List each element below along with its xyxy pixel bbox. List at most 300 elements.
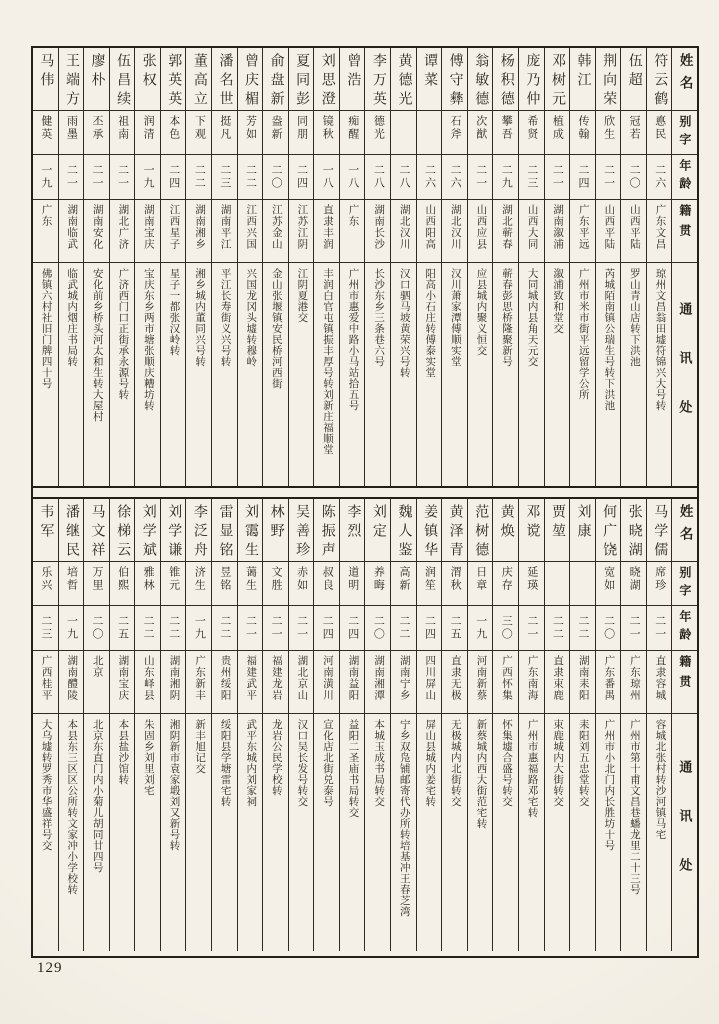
address-text: 金山张堰镇安民桥河西街 (270, 268, 282, 389)
name-cell (186, 48, 211, 110)
age-cell (468, 154, 493, 199)
alias-cell (340, 110, 365, 154)
name-text: 魏人鉴 (396, 504, 412, 561)
name-cell (365, 499, 390, 561)
person-column (58, 499, 84, 951)
alias-cell (442, 561, 467, 605)
origin-cell (365, 199, 390, 262)
age-cell (647, 154, 672, 199)
age-cell (365, 605, 390, 650)
person-column (595, 48, 621, 486)
age-cell (59, 605, 84, 650)
age-text: 一九 (142, 164, 155, 190)
age-cell (417, 605, 442, 650)
name-text: 庞乃仲 (524, 53, 540, 110)
alias-cell (238, 561, 263, 605)
person-column (339, 499, 365, 951)
address-cell (519, 713, 544, 951)
person-column (262, 499, 288, 951)
origin-cell (238, 650, 263, 713)
header-origin-label: 籍贯 (677, 204, 692, 244)
person-column (109, 499, 135, 951)
header-age-cell (672, 605, 697, 650)
age-text: 二三 (39, 615, 52, 641)
origin-cell (519, 199, 544, 262)
person-column (390, 499, 416, 951)
person-column (441, 499, 467, 951)
alias-text: 同朋 (295, 115, 308, 141)
name-cell (238, 48, 263, 110)
origin-text: 山西大同 (526, 204, 538, 250)
origin-text: 广东 (40, 204, 52, 227)
name-text: 刘学斌 (140, 504, 156, 561)
address-cell (647, 713, 672, 951)
name-text: 张权 (140, 53, 156, 91)
origin-text: 江苏江阴 (296, 204, 308, 250)
age-cell (212, 154, 237, 199)
name-cell (340, 499, 365, 561)
address-text: 北京东直门内小菊儿胡同廿四号 (91, 719, 103, 873)
age-text: 二六 (653, 164, 666, 190)
name-cell (84, 48, 109, 110)
name-text: 夏同彭 (294, 53, 310, 110)
name-text: 李万英 (370, 53, 386, 110)
alias-cell (596, 110, 621, 154)
origin-cell (238, 199, 263, 262)
address-text: 大同城内县角天元交 (526, 268, 538, 367)
origin-text: 湖南耒阳 (577, 655, 589, 701)
alias-text: 下观 (193, 115, 206, 141)
address-text: 绥阳县学塘雷宅转 (219, 719, 231, 807)
person-column (416, 499, 442, 951)
age-text: 一八 (321, 164, 334, 190)
address-text: 安化前乡桥头河太和生转大屋村 (91, 268, 103, 422)
age-text: 二三 (218, 164, 231, 190)
age-cell (314, 605, 339, 650)
alias-text: 万里 (91, 566, 104, 592)
address-cell (493, 713, 518, 951)
age-text: 二〇 (91, 615, 104, 641)
age-text: 二四 (295, 164, 308, 190)
address-cell (468, 713, 493, 951)
person-column (33, 499, 58, 951)
age-cell (340, 154, 365, 199)
address-text: 广州市惠福路邓宅转 (526, 719, 538, 818)
name-text: 黄焕 (498, 504, 514, 542)
header-origin-cell (672, 199, 697, 262)
name-cell (33, 499, 58, 561)
origin-text: 山西平陆 (603, 204, 615, 250)
address-cell (289, 262, 314, 486)
age-text: 二二 (218, 615, 231, 641)
name-text: 荆向荣 (601, 53, 617, 110)
person-column (288, 499, 314, 951)
name-cell (33, 48, 58, 110)
person-column (390, 48, 416, 486)
person-column (313, 499, 339, 951)
age-text: 二二 (244, 164, 257, 190)
alias-text: 芳如 (244, 115, 257, 141)
address-cell (468, 262, 493, 486)
age-cell (647, 605, 672, 650)
age-text: 二二 (193, 164, 206, 190)
address-cell (621, 262, 646, 486)
alias-text: 本色 (167, 115, 180, 141)
person-column (441, 48, 467, 486)
origin-text: 直隶无极 (449, 655, 461, 701)
header-age-label: 年龄 (677, 610, 692, 646)
origin-cell (33, 650, 58, 713)
alias-text: 济生 (193, 566, 206, 592)
name-cell (468, 499, 493, 561)
name-cell (493, 499, 518, 561)
address-text: 容城北张村转沙河镇马宅 (654, 719, 666, 840)
name-cell (263, 48, 288, 110)
age-cell (263, 154, 288, 199)
origin-cell (314, 650, 339, 713)
name-cell (596, 48, 621, 110)
origin-cell (59, 199, 84, 262)
address-text: 朱固乡刘里刘宅 (142, 719, 154, 796)
origin-cell (340, 650, 365, 713)
name-cell (314, 499, 339, 561)
address-cell (84, 713, 109, 951)
header-address-cell (672, 713, 697, 951)
directory-table (31, 46, 699, 958)
header-alias-cell (672, 561, 697, 605)
age-text: 二六 (449, 164, 462, 190)
alias-cell (647, 561, 672, 605)
name-cell (84, 499, 109, 561)
address-text: 汉口驷马坡黄荣兴号转 (398, 268, 410, 378)
name-text: 傅守彝 (447, 53, 463, 110)
page-number: 129 (37, 960, 63, 976)
alias-cell (33, 110, 58, 154)
origin-cell (263, 650, 288, 713)
address-text: 武平东城内刘家祠 (245, 719, 257, 807)
alias-cell (417, 561, 442, 605)
alias-text: 文胜 (270, 566, 283, 592)
address-cell (110, 713, 135, 951)
origin-cell (621, 650, 646, 713)
name-cell (59, 48, 84, 110)
origin-text: 湖南宝庆 (117, 655, 129, 701)
address-cell (212, 713, 237, 951)
address-cell (135, 262, 160, 486)
origin-cell (161, 650, 186, 713)
name-cell (647, 499, 672, 561)
origin-text: 福建龙岩 (270, 655, 282, 701)
origin-cell (391, 199, 416, 262)
alias-text: 祖南 (116, 115, 129, 141)
age-text: 一九 (474, 615, 487, 641)
age-cell (340, 605, 365, 650)
origin-text: 湖南醴陵 (66, 655, 78, 701)
age-cell (84, 605, 109, 650)
name-text: 廖朴 (89, 53, 105, 91)
alias-cell (621, 110, 646, 154)
origin-cell (442, 650, 467, 713)
name-text: 贾堃 (549, 504, 565, 542)
origin-text: 山东峄县 (142, 655, 154, 701)
address-cell (263, 262, 288, 486)
alias-text: 传翰 (577, 115, 589, 141)
address-text: 佛镇六村社旧门牌四十号 (40, 268, 52, 389)
name-text: 韦军 (38, 504, 54, 542)
name-text: 曾庆楣 (243, 53, 259, 110)
age-cell (596, 154, 621, 199)
origin-cell (110, 199, 135, 262)
origin-text: 湖南平江 (219, 204, 231, 250)
person-column (58, 48, 84, 486)
name-text: 刘定 (370, 504, 386, 542)
header-age-cell (672, 154, 697, 199)
age-cell (596, 605, 621, 650)
age-text: 二一 (244, 615, 257, 641)
age-text: 二一 (628, 615, 641, 641)
address-cell (365, 713, 390, 951)
address-text: 束鹿城内大街转交 (552, 719, 564, 807)
address-text: 兴国龙冈头墟转穆岭 (245, 268, 257, 367)
name-cell (570, 48, 595, 110)
person-column (313, 48, 339, 486)
alias-text: 挺凡 (218, 115, 231, 141)
person-column (160, 499, 186, 951)
address-cell (621, 713, 646, 951)
alias-cell (340, 561, 365, 605)
alias-text: 锥元 (167, 566, 180, 592)
origin-cell (186, 199, 211, 262)
alias-text: 叔良 (321, 566, 334, 592)
alias-cell (365, 561, 390, 605)
age-cell (314, 154, 339, 199)
name-text: 谭菜 (422, 53, 438, 91)
origin-text: 湖北汉川 (398, 204, 410, 250)
alias-cell (59, 110, 84, 154)
origin-text: 直隶丰润 (321, 204, 333, 250)
age-cell (186, 154, 211, 199)
origin-cell (596, 650, 621, 713)
name-text: 马学儒 (652, 504, 668, 561)
age-text: 三〇 (500, 615, 513, 641)
age-text: 二一 (474, 164, 487, 190)
name-cell (238, 499, 263, 561)
age-text: 一八 (346, 164, 359, 190)
age-text: 二〇 (602, 615, 615, 641)
name-cell (289, 499, 314, 561)
age-cell (59, 154, 84, 199)
section-2 (33, 499, 697, 951)
alias-cell (289, 561, 314, 605)
alias-cell (314, 561, 339, 605)
person-column (211, 48, 237, 486)
address-cell (596, 713, 621, 951)
person-column (185, 499, 211, 951)
age-cell (110, 154, 135, 199)
origin-cell (84, 650, 109, 713)
person-column (288, 48, 314, 486)
name-text: 伍超 (626, 53, 642, 91)
alias-cell (135, 561, 160, 605)
name-text: 李泛舟 (191, 504, 207, 561)
name-text: 邓谠 (524, 504, 540, 542)
age-cell (442, 605, 467, 650)
name-cell (621, 48, 646, 110)
name-text: 马伟 (38, 53, 54, 91)
name-cell (621, 499, 646, 561)
person-column (237, 48, 263, 486)
origin-cell (135, 650, 160, 713)
alias-cell (365, 110, 390, 154)
alias-cell (468, 110, 493, 154)
name-cell (135, 499, 160, 561)
name-cell (519, 499, 544, 561)
address-cell (570, 262, 595, 486)
alias-cell (391, 561, 416, 605)
address-cell (59, 262, 84, 486)
alias-cell (545, 110, 570, 154)
header-column (671, 48, 697, 486)
name-text: 符云鹤 (652, 53, 668, 110)
origin-text: 湖南宁乡 (398, 655, 410, 701)
age-text: 二四 (346, 615, 359, 641)
person-column (83, 499, 109, 951)
name-text: 郭英英 (166, 53, 182, 110)
alias-cell (493, 110, 518, 154)
person-column (492, 48, 518, 486)
age-cell (33, 605, 58, 650)
origin-cell (545, 199, 570, 262)
alias-cell (110, 561, 135, 605)
alias-cell (519, 110, 544, 154)
age-cell (161, 154, 186, 199)
origin-text: 福建武平 (245, 655, 257, 701)
name-cell (596, 499, 621, 561)
alias-cell (570, 110, 595, 154)
address-text: 罗山青山店转下洪池 (628, 268, 640, 367)
origin-text: 湖南湘潭 (373, 655, 385, 701)
origin-text: 广东琼州 (628, 655, 640, 701)
address-text: 广州市小北门内长胜坊十号 (603, 719, 615, 851)
header-column (671, 499, 697, 951)
name-cell (391, 48, 416, 110)
name-cell (110, 499, 135, 561)
age-cell (391, 154, 416, 199)
name-cell (314, 48, 339, 110)
origin-cell (468, 650, 493, 713)
person-column (544, 499, 570, 951)
origin-cell (365, 650, 390, 713)
alias-cell (186, 561, 211, 605)
age-cell (289, 605, 314, 650)
header-origin-cell (672, 650, 697, 713)
alias-text: 石斧 (449, 115, 462, 141)
name-cell (493, 48, 518, 110)
name-text: 曾浩 (345, 53, 361, 91)
origin-text: 直隶束鹿 (552, 655, 564, 701)
section-1 (33, 48, 697, 486)
name-cell (186, 499, 211, 561)
address-cell (33, 262, 58, 486)
alias-text: 高新 (397, 566, 410, 592)
age-cell (468, 605, 493, 650)
address-text: 江阴夏港交 (296, 268, 308, 323)
origin-cell (110, 650, 135, 713)
age-cell (238, 154, 263, 199)
alias-cell (263, 110, 288, 154)
name-text: 马文祥 (89, 504, 105, 561)
name-cell (212, 499, 237, 561)
name-cell (135, 48, 160, 110)
origin-text: 湖南溆浦 (552, 204, 564, 250)
alias-cell (493, 561, 518, 605)
age-text: 二九 (500, 164, 513, 190)
name-text: 俞盘新 (268, 53, 284, 110)
person-column (569, 48, 595, 486)
address-cell (519, 262, 544, 486)
header-name-label: 姓名 (677, 53, 693, 98)
origin-text: 山西平陆 (628, 204, 640, 250)
person-column (646, 499, 672, 951)
origin-text: 贵州绥阳 (219, 655, 231, 701)
age-text: 二三 (525, 164, 538, 190)
person-column (416, 48, 442, 486)
origin-cell (59, 650, 84, 713)
origin-text: 河南潢川 (321, 655, 333, 701)
name-cell (545, 48, 570, 110)
origin-text: 湖北京山 (296, 655, 308, 701)
address-cell (186, 262, 211, 486)
address-cell (545, 262, 570, 486)
address-text: 汉川萧家潭傅顺实堂 (449, 268, 461, 367)
name-cell (442, 499, 467, 561)
person-column (339, 48, 365, 486)
address-cell (391, 262, 416, 486)
address-text: 广州市第十甫文昌巷蟠龙里二十三号 (628, 719, 640, 895)
age-text: 二〇 (372, 615, 385, 641)
alias-text: 德光 (372, 115, 385, 141)
address-cell (314, 262, 339, 486)
alias-cell (570, 561, 595, 605)
alias-text: 丕承 (91, 115, 104, 141)
address-text: 新蔡城内西大街范宅转 (475, 719, 487, 829)
origin-cell (417, 650, 442, 713)
address-text: 平江长寿街义兴号转 (219, 268, 231, 367)
age-text: 二八 (397, 164, 410, 190)
address-text: 琼州文昌翁田墟符锦兴大号转 (654, 268, 666, 411)
origin-text: 河南新蔡 (475, 655, 487, 701)
alias-text: 蔼生 (244, 566, 257, 592)
name-cell (365, 48, 390, 110)
origin-cell (493, 650, 518, 713)
age-text: 一九 (193, 615, 206, 641)
origin-text: 广西桂平 (40, 655, 52, 701)
header-name-cell (672, 499, 697, 561)
alias-text: 庆存 (500, 566, 513, 592)
address-cell (417, 713, 442, 951)
age-cell (161, 605, 186, 650)
alias-text: 盎新 (270, 115, 283, 141)
name-text: 潘名世 (217, 53, 233, 110)
address-text: 临武城内烟庄书局转 (66, 268, 78, 367)
name-text: 刘霭生 (243, 504, 259, 561)
origin-cell (135, 199, 160, 262)
origin-cell (340, 199, 365, 262)
name-cell (468, 48, 493, 110)
alias-cell (212, 561, 237, 605)
alias-text: 延瑛 (525, 566, 538, 592)
address-cell (417, 262, 442, 486)
